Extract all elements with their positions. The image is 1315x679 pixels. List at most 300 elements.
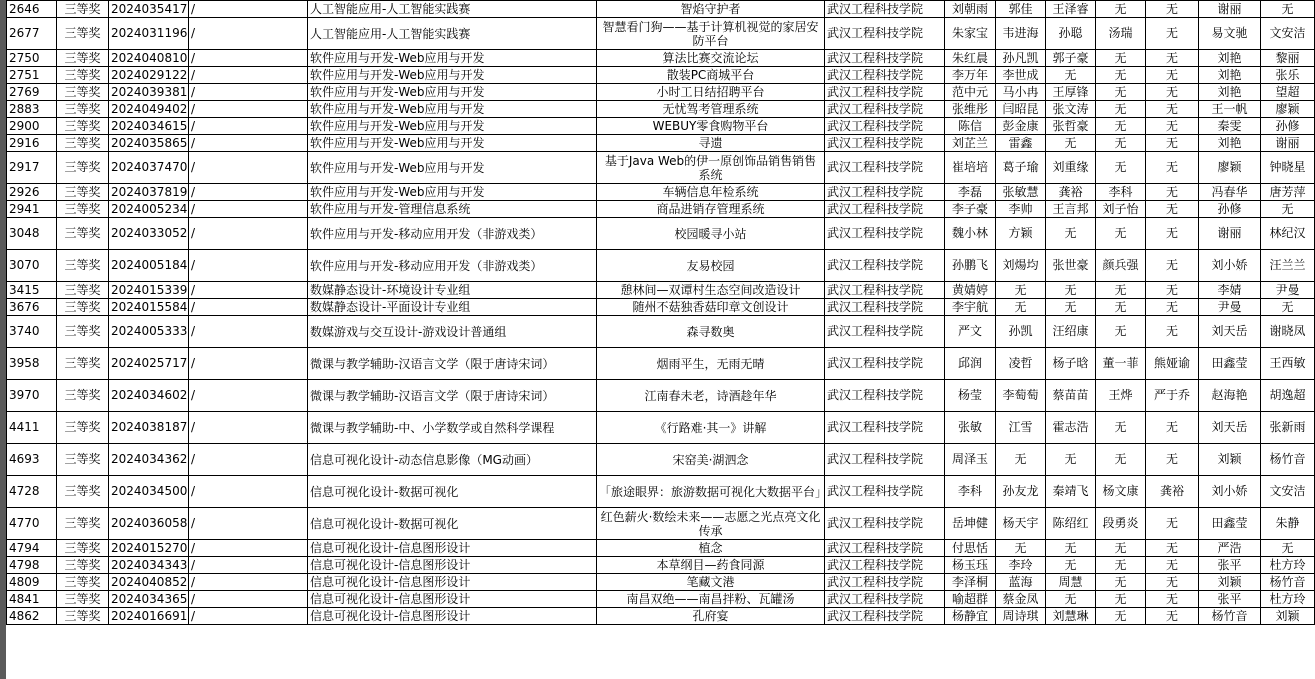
award-cell[interactable]: 三等奖 (57, 101, 109, 118)
member-5-cell[interactable]: 无 (1146, 557, 1199, 574)
advisor-1-cell[interactable]: 谢丽 (1199, 218, 1261, 250)
project-title-cell[interactable]: 烟雨平生，无雨无晴 (597, 348, 825, 380)
advisor-1-cell[interactable]: 易文驰 (1199, 18, 1261, 50)
school-cell[interactable]: 武汉工程科技学院 (825, 591, 945, 608)
member-1-cell[interactable]: 范中元 (945, 84, 996, 101)
entry-code-cell[interactable]: 2024034362 (109, 444, 189, 476)
school-cell[interactable]: 武汉工程科技学院 (825, 540, 945, 557)
member-4-cell[interactable]: 无 (1096, 608, 1146, 625)
member-1-cell[interactable]: 邱润 (945, 348, 996, 380)
entry-code-cell[interactable]: 2024005333 (109, 316, 189, 348)
advisor-2-cell[interactable]: 钟晓星 (1261, 152, 1315, 184)
slash-cell[interactable]: / (189, 152, 308, 184)
award-cell[interactable]: 三等奖 (57, 574, 109, 591)
member-3-cell[interactable]: 王泽睿 (1046, 1, 1096, 18)
member-4-cell[interactable]: 无 (1096, 218, 1146, 250)
entry-code-cell[interactable]: 2024034343 (109, 557, 189, 574)
project-title-cell[interactable]: 笔藏文港 (597, 574, 825, 591)
member-5-cell[interactable]: 无 (1146, 282, 1199, 299)
entry-code-cell[interactable]: 2024039381 (109, 84, 189, 101)
member-2-cell[interactable]: 无 (996, 299, 1046, 316)
advisor-1-cell[interactable]: 刘艳 (1199, 84, 1261, 101)
member-2-cell[interactable]: 闫昭昆 (996, 101, 1046, 118)
school-cell[interactable]: 武汉工程科技学院 (825, 18, 945, 50)
slash-cell[interactable]: / (189, 282, 308, 299)
entry-code-cell[interactable]: 2024031196 (109, 18, 189, 50)
member-3-cell[interactable]: 张世豪 (1046, 250, 1096, 282)
member-1-cell[interactable]: 严文 (945, 316, 996, 348)
member-4-cell[interactable]: 无 (1096, 1, 1146, 18)
member-2-cell[interactable]: 彭金康 (996, 118, 1046, 135)
slash-cell[interactable]: / (189, 557, 308, 574)
row-id-cell[interactable]: 4770 (7, 508, 57, 540)
advisor-2-cell[interactable]: 谢丽 (1261, 135, 1315, 152)
row-id-cell[interactable]: 2900 (7, 118, 57, 135)
project-title-cell[interactable]: 憩林间—双谭村生态空间改造设计 (597, 282, 825, 299)
advisor-2-cell[interactable]: 张乐 (1261, 67, 1315, 84)
member-4-cell[interactable]: 杨文康 (1096, 476, 1146, 508)
member-5-cell[interactable]: 无 (1146, 67, 1199, 84)
row-id-cell[interactable]: 3740 (7, 316, 57, 348)
member-4-cell[interactable]: 无 (1096, 282, 1146, 299)
member-3-cell[interactable]: 张哲豪 (1046, 118, 1096, 135)
row-id-cell[interactable]: 4862 (7, 608, 57, 625)
member-1-cell[interactable]: 李万年 (945, 67, 996, 84)
member-4-cell[interactable]: 颜兵强 (1096, 250, 1146, 282)
project-title-cell[interactable]: 商品进销存管理系统 (597, 201, 825, 218)
member-4-cell[interactable]: 刘子怡 (1096, 201, 1146, 218)
slash-cell[interactable]: / (189, 135, 308, 152)
category-cell[interactable]: 数媒静态设计-平面设计专业组 (308, 299, 597, 316)
school-cell[interactable]: 武汉工程科技学院 (825, 201, 945, 218)
row-id-cell[interactable]: 2883 (7, 101, 57, 118)
advisor-2-cell[interactable]: 张新雨 (1261, 412, 1315, 444)
school-cell[interactable]: 武汉工程科技学院 (825, 380, 945, 412)
member-5-cell[interactable]: 无 (1146, 184, 1199, 201)
member-2-cell[interactable]: 蓝海 (996, 574, 1046, 591)
member-5-cell[interactable]: 无 (1146, 540, 1199, 557)
row-id-cell[interactable]: 2916 (7, 135, 57, 152)
project-title-cell[interactable]: 散装PC商城平台 (597, 67, 825, 84)
school-cell[interactable]: 武汉工程科技学院 (825, 608, 945, 625)
advisor-2-cell[interactable]: 朱静 (1261, 508, 1315, 540)
member-3-cell[interactable]: 龚裕 (1046, 184, 1096, 201)
award-cell[interactable]: 三等奖 (57, 250, 109, 282)
member-2-cell[interactable]: 孙凯 (996, 316, 1046, 348)
school-cell[interactable]: 武汉工程科技学院 (825, 250, 945, 282)
advisor-2-cell[interactable]: 无 (1261, 201, 1315, 218)
school-cell[interactable]: 武汉工程科技学院 (825, 574, 945, 591)
advisor-2-cell[interactable]: 谢晓凤 (1261, 316, 1315, 348)
award-cell[interactable]: 三等奖 (57, 508, 109, 540)
member-5-cell[interactable]: 无 (1146, 118, 1199, 135)
member-5-cell[interactable]: 无 (1146, 84, 1199, 101)
slash-cell[interactable]: / (189, 299, 308, 316)
advisor-1-cell[interactable]: 刘天岳 (1199, 316, 1261, 348)
row-id-cell[interactable]: 3415 (7, 282, 57, 299)
member-1-cell[interactable]: 李子豪 (945, 201, 996, 218)
category-cell[interactable]: 软件应用与开发-Web应用与开发 (308, 135, 597, 152)
member-2-cell[interactable]: 李世成 (996, 67, 1046, 84)
category-cell[interactable]: 微课与教学辅助-汉语言文学（限于唐诗宋词） (308, 380, 597, 412)
school-cell[interactable]: 武汉工程科技学院 (825, 299, 945, 316)
category-cell[interactable]: 信息可视化设计-动态信息影像（MG动画） (308, 444, 597, 476)
entry-code-cell[interactable]: 2024034365 (109, 591, 189, 608)
entry-code-cell[interactable]: 2024025717 (109, 348, 189, 380)
advisor-2-cell[interactable]: 无 (1261, 299, 1315, 316)
school-cell[interactable]: 武汉工程科技学院 (825, 184, 945, 201)
school-cell[interactable]: 武汉工程科技学院 (825, 118, 945, 135)
member-2-cell[interactable]: 李玲 (996, 557, 1046, 574)
member-4-cell[interactable]: 无 (1096, 135, 1146, 152)
member-2-cell[interactable]: 韦进海 (996, 18, 1046, 50)
row-id-cell[interactable]: 2750 (7, 50, 57, 67)
member-4-cell[interactable]: 无 (1096, 50, 1146, 67)
member-4-cell[interactable]: 汤瑞 (1096, 18, 1146, 50)
row-id-cell[interactable]: 3970 (7, 380, 57, 412)
award-cell[interactable]: 三等奖 (57, 18, 109, 50)
school-cell[interactable]: 武汉工程科技学院 (825, 218, 945, 250)
school-cell[interactable]: 武汉工程科技学院 (825, 1, 945, 18)
entry-code-cell[interactable]: 2024005184 (109, 250, 189, 282)
member-5-cell[interactable]: 严于乔 (1146, 380, 1199, 412)
advisor-2-cell[interactable]: 杨竹音 (1261, 444, 1315, 476)
row-id-cell[interactable]: 2646 (7, 1, 57, 18)
slash-cell[interactable]: / (189, 444, 308, 476)
award-cell[interactable]: 三等奖 (57, 184, 109, 201)
project-title-cell[interactable]: 孔府宴 (597, 608, 825, 625)
member-4-cell[interactable]: 董一菲 (1096, 348, 1146, 380)
member-2-cell[interactable]: 孙凡凯 (996, 50, 1046, 67)
member-5-cell[interactable]: 龚裕 (1146, 476, 1199, 508)
category-cell[interactable]: 人工智能应用-人工智能实践赛 (308, 18, 597, 50)
project-title-cell[interactable]: 基于Java Web的伊一原创饰品销售销售系统 (597, 152, 825, 184)
advisor-2-cell[interactable]: 刘颖 (1261, 608, 1315, 625)
school-cell[interactable]: 武汉工程科技学院 (825, 135, 945, 152)
row-id-cell[interactable]: 4798 (7, 557, 57, 574)
member-4-cell[interactable]: 李科 (1096, 184, 1146, 201)
project-title-cell[interactable]: 随州不菇独香菇印章文创设计 (597, 299, 825, 316)
member-5-cell[interactable]: 无 (1146, 316, 1199, 348)
project-title-cell[interactable]: 宋窑美·湖泗念 (597, 444, 825, 476)
member-5-cell[interactable]: 无 (1146, 299, 1199, 316)
member-3-cell[interactable]: 刘慧琳 (1046, 608, 1096, 625)
row-id-cell[interactable]: 4728 (7, 476, 57, 508)
advisor-1-cell[interactable]: 刘艳 (1199, 50, 1261, 67)
member-4-cell[interactable]: 无 (1096, 84, 1146, 101)
advisor-2-cell[interactable]: 文安洁 (1261, 476, 1315, 508)
award-cell[interactable]: 三等奖 (57, 84, 109, 101)
slash-cell[interactable]: / (189, 250, 308, 282)
award-cell[interactable]: 三等奖 (57, 118, 109, 135)
member-1-cell[interactable]: 孙鹏飞 (945, 250, 996, 282)
category-cell[interactable]: 信息可视化设计-数据可视化 (308, 476, 597, 508)
entry-code-cell[interactable]: 2024034615 (109, 118, 189, 135)
entry-code-cell[interactable]: 2024040852 (109, 574, 189, 591)
advisor-2-cell[interactable]: 王西敏 (1261, 348, 1315, 380)
advisor-1-cell[interactable]: 秦雯 (1199, 118, 1261, 135)
category-cell[interactable]: 微课与教学辅助-汉语言文学（限于唐诗宋词） (308, 348, 597, 380)
member-1-cell[interactable]: 李宇航 (945, 299, 996, 316)
category-cell[interactable]: 软件应用与开发-Web应用与开发 (308, 50, 597, 67)
project-title-cell[interactable]: 智慧看门狗——基于计算机视觉的家居安防平台 (597, 18, 825, 50)
row-id-cell[interactable]: 2677 (7, 18, 57, 50)
project-title-cell[interactable]: 江南春未老，诗酒趁年华 (597, 380, 825, 412)
slash-cell[interactable]: / (189, 118, 308, 135)
slash-cell[interactable]: / (189, 476, 308, 508)
advisor-2-cell[interactable]: 无 (1261, 1, 1315, 18)
category-cell[interactable]: 软件应用与开发-管理信息系统 (308, 201, 597, 218)
member-3-cell[interactable]: 秦靖飞 (1046, 476, 1096, 508)
award-cell[interactable]: 三等奖 (57, 412, 109, 444)
member-3-cell[interactable]: 无 (1046, 591, 1096, 608)
category-cell[interactable]: 软件应用与开发-Web应用与开发 (308, 84, 597, 101)
advisor-2-cell[interactable]: 廖颖 (1261, 101, 1315, 118)
row-id-cell[interactable]: 4809 (7, 574, 57, 591)
project-title-cell[interactable]: 植念 (597, 540, 825, 557)
member-2-cell[interactable]: 方颖 (996, 218, 1046, 250)
award-cell[interactable]: 三等奖 (57, 67, 109, 84)
slash-cell[interactable]: / (189, 508, 308, 540)
advisor-2-cell[interactable]: 杨竹音 (1261, 574, 1315, 591)
member-5-cell[interactable]: 无 (1146, 1, 1199, 18)
member-5-cell[interactable]: 无 (1146, 608, 1199, 625)
slash-cell[interactable]: / (189, 1, 308, 18)
advisor-1-cell[interactable]: 李婧 (1199, 282, 1261, 299)
award-cell[interactable]: 三等奖 (57, 380, 109, 412)
member-2-cell[interactable]: 周诗琪 (996, 608, 1046, 625)
entry-code-cell[interactable]: 2024040810 (109, 50, 189, 67)
advisor-1-cell[interactable]: 刘艳 (1199, 135, 1261, 152)
member-2-cell[interactable]: 李萄萄 (996, 380, 1046, 412)
award-cell[interactable]: 三等奖 (57, 476, 109, 508)
member-5-cell[interactable]: 无 (1146, 412, 1199, 444)
advisor-2-cell[interactable]: 孙修 (1261, 118, 1315, 135)
member-2-cell[interactable]: 张敏慧 (996, 184, 1046, 201)
category-cell[interactable]: 信息可视化设计-信息图形设计 (308, 591, 597, 608)
category-cell[interactable]: 信息可视化设计-信息图形设计 (308, 557, 597, 574)
project-title-cell[interactable]: 算法比赛交流论坛 (597, 50, 825, 67)
award-cell[interactable]: 三等奖 (57, 299, 109, 316)
award-cell[interactable]: 三等奖 (57, 282, 109, 299)
member-2-cell[interactable]: 无 (996, 282, 1046, 299)
member-3-cell[interactable]: 王言邦 (1046, 201, 1096, 218)
advisor-1-cell[interactable]: 刘小娇 (1199, 250, 1261, 282)
advisor-1-cell[interactable]: 张平 (1199, 591, 1261, 608)
advisor-1-cell[interactable]: 田鑫莹 (1199, 348, 1261, 380)
award-cell[interactable]: 三等奖 (57, 540, 109, 557)
member-1-cell[interactable]: 朱红晨 (945, 50, 996, 67)
project-title-cell[interactable]: 小时工日结招聘平台 (597, 84, 825, 101)
member-5-cell[interactable]: 无 (1146, 250, 1199, 282)
advisor-2-cell[interactable]: 黎丽 (1261, 50, 1315, 67)
member-5-cell[interactable]: 无 (1146, 50, 1199, 67)
project-title-cell[interactable]: 校园暖寻小站 (597, 218, 825, 250)
advisor-1-cell[interactable]: 赵海艳 (1199, 380, 1261, 412)
project-title-cell[interactable]: 《行路难·其一》讲解 (597, 412, 825, 444)
row-id-cell[interactable]: 3958 (7, 348, 57, 380)
member-5-cell[interactable]: 无 (1146, 101, 1199, 118)
member-2-cell[interactable]: 凌哲 (996, 348, 1046, 380)
member-3-cell[interactable]: 无 (1046, 299, 1096, 316)
member-1-cell[interactable]: 张维彤 (945, 101, 996, 118)
member-1-cell[interactable]: 李科 (945, 476, 996, 508)
category-cell[interactable]: 软件应用与开发-Web应用与开发 (308, 118, 597, 135)
member-1-cell[interactable]: 张敏 (945, 412, 996, 444)
member-5-cell[interactable]: 无 (1146, 135, 1199, 152)
member-3-cell[interactable]: 王厚锋 (1046, 84, 1096, 101)
advisor-1-cell[interactable]: 冯春华 (1199, 184, 1261, 201)
slash-cell[interactable]: / (189, 184, 308, 201)
entry-code-cell[interactable]: 2024049402 (109, 101, 189, 118)
member-4-cell[interactable]: 无 (1096, 574, 1146, 591)
entry-code-cell[interactable]: 2024036058 (109, 508, 189, 540)
member-1-cell[interactable]: 刘朝雨 (945, 1, 996, 18)
member-1-cell[interactable]: 杨莹 (945, 380, 996, 412)
slash-cell[interactable]: / (189, 101, 308, 118)
advisor-1-cell[interactable]: 王一帆 (1199, 101, 1261, 118)
member-2-cell[interactable]: 无 (996, 540, 1046, 557)
member-3-cell[interactable]: 无 (1046, 540, 1096, 557)
member-4-cell[interactable]: 无 (1096, 540, 1146, 557)
member-1-cell[interactable]: 周泽玉 (945, 444, 996, 476)
school-cell[interactable]: 武汉工程科技学院 (825, 67, 945, 84)
member-2-cell[interactable]: 刘煬均 (996, 250, 1046, 282)
row-id-cell[interactable]: 3676 (7, 299, 57, 316)
entry-code-cell[interactable]: 2024015270 (109, 540, 189, 557)
school-cell[interactable]: 武汉工程科技学院 (825, 84, 945, 101)
member-4-cell[interactable]: 无 (1096, 316, 1146, 348)
member-1-cell[interactable]: 喻超群 (945, 591, 996, 608)
category-cell[interactable]: 软件应用与开发-Web应用与开发 (308, 101, 597, 118)
member-1-cell[interactable]: 李泽桐 (945, 574, 996, 591)
project-title-cell[interactable]: 「旅途眼界：旅游数据可视化大数据平台」 (597, 476, 825, 508)
member-1-cell[interactable]: 付思恬 (945, 540, 996, 557)
school-cell[interactable]: 武汉工程科技学院 (825, 348, 945, 380)
row-id-cell[interactable]: 3048 (7, 218, 57, 250)
advisor-2-cell[interactable]: 尹曼 (1261, 282, 1315, 299)
slash-cell[interactable]: / (189, 201, 308, 218)
entry-code-cell[interactable]: 2024015339 (109, 282, 189, 299)
slash-cell[interactable]: / (189, 50, 308, 67)
member-3-cell[interactable]: 霍志浩 (1046, 412, 1096, 444)
award-cell[interactable]: 三等奖 (57, 444, 109, 476)
member-1-cell[interactable]: 魏小林 (945, 218, 996, 250)
member-1-cell[interactable]: 陈信 (945, 118, 996, 135)
school-cell[interactable]: 武汉工程科技学院 (825, 316, 945, 348)
award-cell[interactable]: 三等奖 (57, 608, 109, 625)
entry-code-cell[interactable]: 2024034500 (109, 476, 189, 508)
slash-cell[interactable]: / (189, 67, 308, 84)
project-title-cell[interactable]: 友易校园 (597, 250, 825, 282)
member-4-cell[interactable]: 王烨 (1096, 380, 1146, 412)
category-cell[interactable]: 数媒游戏与交互设计-游戏设计普通组 (308, 316, 597, 348)
school-cell[interactable]: 武汉工程科技学院 (825, 282, 945, 299)
advisor-1-cell[interactable]: 刘小娇 (1199, 476, 1261, 508)
advisor-2-cell[interactable]: 胡逸超 (1261, 380, 1315, 412)
school-cell[interactable]: 武汉工程科技学院 (825, 476, 945, 508)
category-cell[interactable]: 信息可视化设计-信息图形设计 (308, 574, 597, 591)
member-3-cell[interactable]: 汪绍康 (1046, 316, 1096, 348)
advisor-1-cell[interactable]: 尹曼 (1199, 299, 1261, 316)
member-3-cell[interactable]: 无 (1046, 135, 1096, 152)
member-3-cell[interactable]: 孙聪 (1046, 18, 1096, 50)
entry-code-cell[interactable]: 2024034602 (109, 380, 189, 412)
member-1-cell[interactable]: 杨玉珏 (945, 557, 996, 574)
award-cell[interactable]: 三等奖 (57, 557, 109, 574)
advisor-2-cell[interactable]: 望超 (1261, 84, 1315, 101)
category-cell[interactable]: 数媒静态设计-环境设计专业组 (308, 282, 597, 299)
slash-cell[interactable]: / (189, 608, 308, 625)
member-1-cell[interactable]: 李磊 (945, 184, 996, 201)
category-cell[interactable]: 软件应用与开发-移动应用开发（非游戏类） (308, 218, 597, 250)
award-cell[interactable]: 三等奖 (57, 218, 109, 250)
slash-cell[interactable]: / (189, 574, 308, 591)
slash-cell[interactable]: / (189, 218, 308, 250)
member-3-cell[interactable]: 无 (1046, 444, 1096, 476)
advisor-1-cell[interactable]: 刘颖 (1199, 444, 1261, 476)
member-5-cell[interactable]: 无 (1146, 152, 1199, 184)
member-3-cell[interactable]: 无 (1046, 218, 1096, 250)
member-1-cell[interactable]: 刘芷兰 (945, 135, 996, 152)
row-id-cell[interactable]: 2917 (7, 152, 57, 184)
member-1-cell[interactable]: 崔培培 (945, 152, 996, 184)
project-title-cell[interactable]: 车辆信息年检系统 (597, 184, 825, 201)
category-cell[interactable]: 微课与教学辅助-中、小学数学或自然科学课程 (308, 412, 597, 444)
row-id-cell[interactable]: 2751 (7, 67, 57, 84)
member-5-cell[interactable]: 无 (1146, 18, 1199, 50)
category-cell[interactable]: 人工智能应用-人工智能实践赛 (308, 1, 597, 18)
member-2-cell[interactable]: 孙友龙 (996, 476, 1046, 508)
project-title-cell[interactable]: 本草纲目—药食同源 (597, 557, 825, 574)
category-cell[interactable]: 软件应用与开发-Web应用与开发 (308, 184, 597, 201)
member-2-cell[interactable]: 葛子瑜 (996, 152, 1046, 184)
member-2-cell[interactable]: 郭佳 (996, 1, 1046, 18)
member-4-cell[interactable]: 无 (1096, 591, 1146, 608)
member-2-cell[interactable]: 马小冉 (996, 84, 1046, 101)
entry-code-cell[interactable]: 2024029122 (109, 67, 189, 84)
advisor-2-cell[interactable]: 汪兰兰 (1261, 250, 1315, 282)
row-id-cell[interactable]: 2941 (7, 201, 57, 218)
award-cell[interactable]: 三等奖 (57, 152, 109, 184)
school-cell[interactable]: 武汉工程科技学院 (825, 101, 945, 118)
member-1-cell[interactable]: 朱家宝 (945, 18, 996, 50)
row-id-cell[interactable]: 4693 (7, 444, 57, 476)
category-cell[interactable]: 信息可视化设计-数据可视化 (308, 508, 597, 540)
slash-cell[interactable]: / (189, 18, 308, 50)
entry-code-cell[interactable]: 2024016691 (109, 608, 189, 625)
member-5-cell[interactable]: 无 (1146, 201, 1199, 218)
project-title-cell[interactable]: 南昌双绝——南昌拌粉、瓦罐汤 (597, 591, 825, 608)
advisor-2-cell[interactable]: 林纪汉 (1261, 218, 1315, 250)
advisor-2-cell[interactable]: 唐芳萍 (1261, 184, 1315, 201)
member-4-cell[interactable]: 无 (1096, 299, 1146, 316)
member-4-cell[interactable]: 无 (1096, 557, 1146, 574)
member-3-cell[interactable]: 蔡苗苗 (1046, 380, 1096, 412)
advisor-1-cell[interactable]: 刘天岳 (1199, 412, 1261, 444)
school-cell[interactable]: 武汉工程科技学院 (825, 444, 945, 476)
member-2-cell[interactable]: 雷鑫 (996, 135, 1046, 152)
member-4-cell[interactable]: 无 (1096, 152, 1146, 184)
member-3-cell[interactable]: 无 (1046, 67, 1096, 84)
entry-code-cell[interactable]: 2024033052 (109, 218, 189, 250)
member-4-cell[interactable]: 无 (1096, 412, 1146, 444)
member-5-cell[interactable]: 无 (1146, 444, 1199, 476)
member-3-cell[interactable]: 杨子晗 (1046, 348, 1096, 380)
entry-code-cell[interactable]: 2024037470 (109, 152, 189, 184)
member-2-cell[interactable]: 杨天宇 (996, 508, 1046, 540)
advisor-1-cell[interactable]: 谢丽 (1199, 1, 1261, 18)
